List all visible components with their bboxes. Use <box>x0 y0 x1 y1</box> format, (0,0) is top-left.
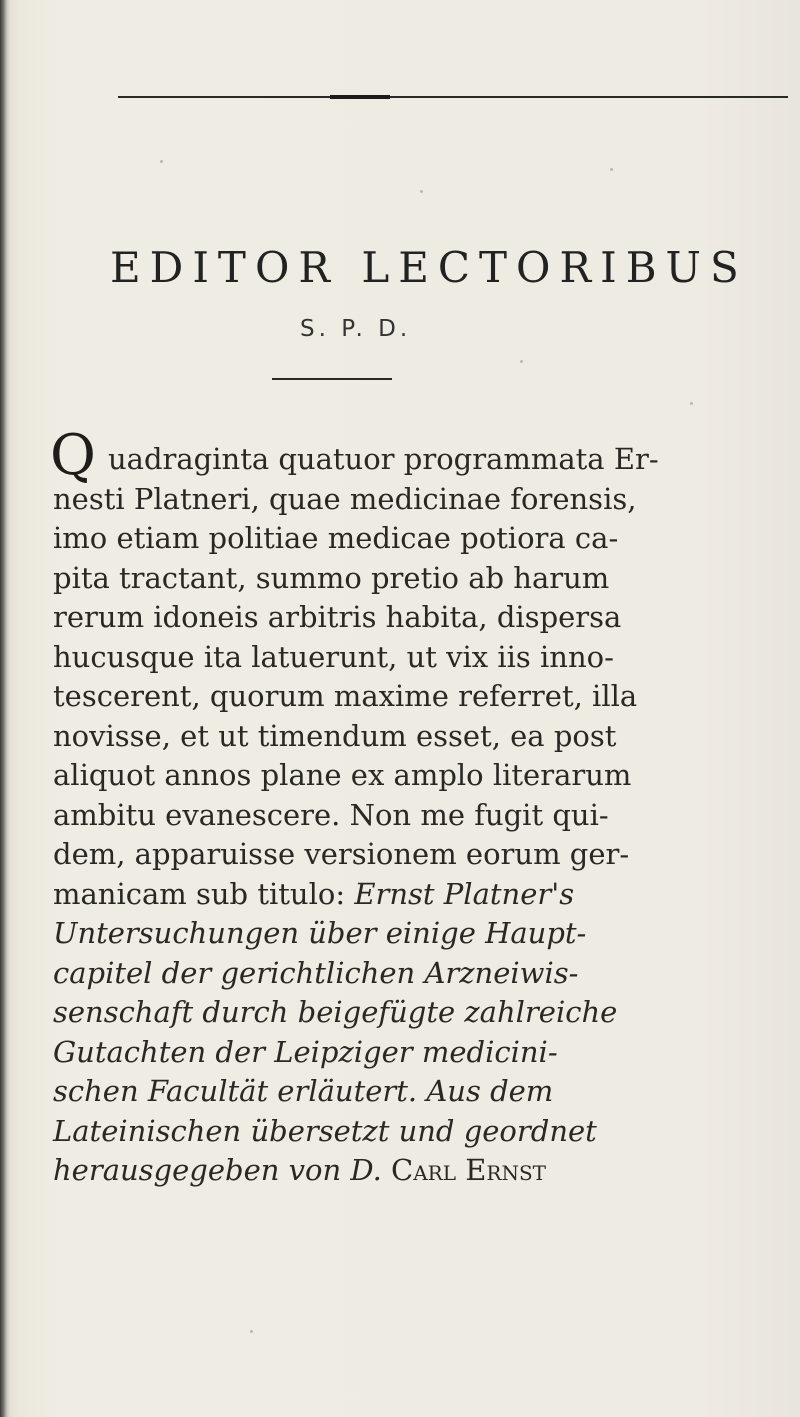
text-line: novisse, et ut timendum esset, ea post <box>53 718 617 753</box>
body-text <box>53 440 733 1191</box>
text-line: imo etiam politiae medicae potiora ca- <box>53 521 619 555</box>
text-segment: manicam sub titulo: <box>53 876 346 911</box>
text-line: senschaft durch beigefügte zahlreiche <box>53 995 618 1029</box>
text-line: dem, apparuisse versionem eorum ger- <box>53 837 630 871</box>
text-line: Gutachten der Leipziger medicini- <box>53 1034 558 1069</box>
top-rule-accent <box>330 95 390 99</box>
smallcaps-segment: Carl Ernst <box>391 1153 546 1187</box>
paper-speck <box>520 360 523 363</box>
text-line <box>53 1151 733 1191</box>
paper-speck <box>250 1330 253 1333</box>
text-line: nesti Platneri, quae medicinae forensis, <box>53 481 637 516</box>
text-line: pita tractant, summo pretio ab harum <box>53 560 610 595</box>
drop-cap: Q <box>50 423 96 488</box>
paper-speck <box>420 190 423 193</box>
text-line: Lateinischen übersetzt und geordnet <box>53 1113 597 1148</box>
text-line: capitel der gerichtlichen Arzneiwis- <box>53 955 579 990</box>
text-line: Untersuchungen über einige Haupt- <box>53 916 587 950</box>
top-rule <box>118 96 788 98</box>
text-line: schen Facultät erläutert. Aus dem <box>53 1074 554 1108</box>
italic-segment: herausgegeben von D. <box>53 1153 382 1187</box>
text-line <box>53 875 733 915</box>
page-binding-edge <box>0 0 10 1417</box>
text-line: rerum idoneis arbitris habita, dispersa <box>53 600 622 634</box>
salutation: S. P. D. <box>300 316 412 342</box>
text-line: uadraginta quatuor programmata Er- <box>108 442 659 476</box>
page-heading: EDITOR LECTORIBUS <box>110 243 748 292</box>
text-line: ambitu evanescere. Non me fugit qui- <box>53 797 609 832</box>
paper-speck <box>690 402 693 405</box>
paper-speck <box>610 168 613 171</box>
text-line: tescerent, quorum maxime referret, illa <box>53 679 638 713</box>
italic-segment: Ernst Platner's <box>354 876 575 911</box>
paper-speck <box>160 160 163 163</box>
text-line: hucusque ita latuerunt, ut vix iis inno- <box>53 639 614 674</box>
section-rule <box>272 378 392 380</box>
text-line: aliquot annos plane ex amplo literarum <box>53 758 632 792</box>
